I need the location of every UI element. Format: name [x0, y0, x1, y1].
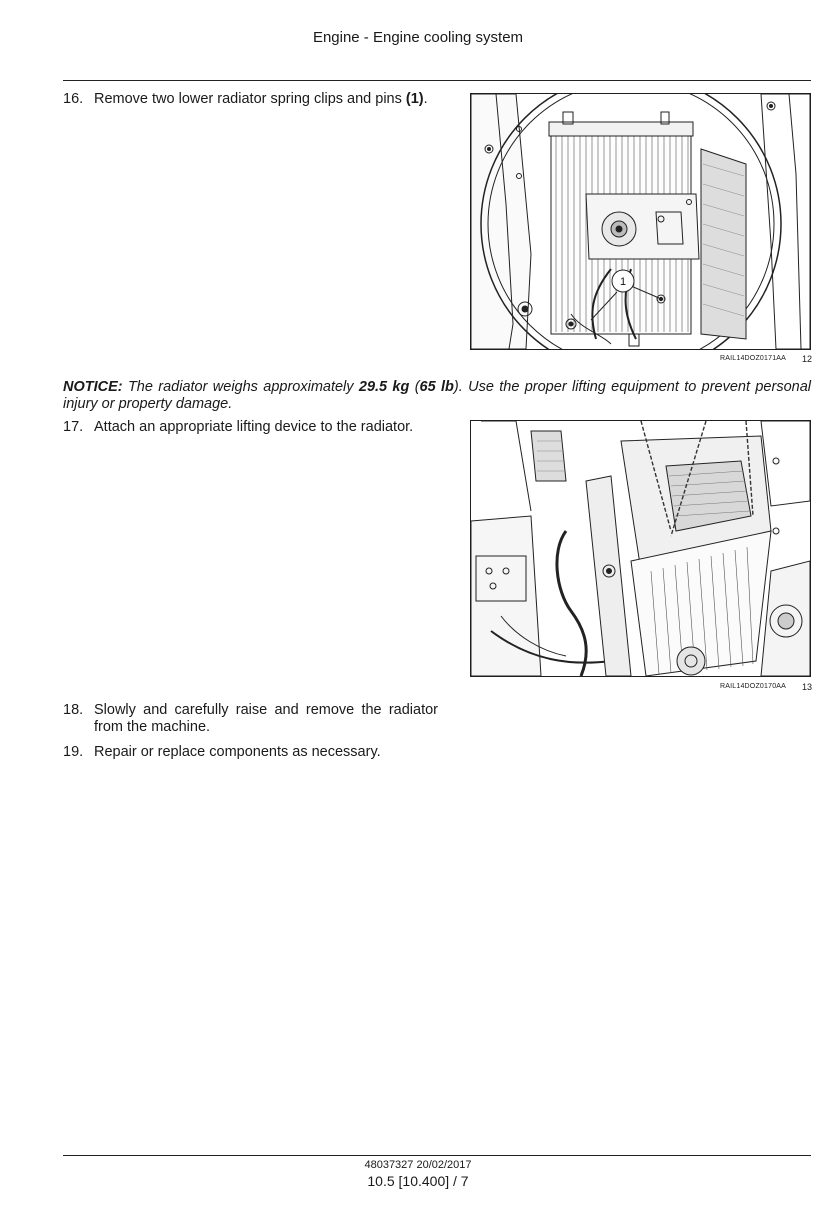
page-header-title: Engine - Engine cooling system: [312, 29, 524, 46]
figure-13-caption: RAIL14DOZ0170AA: [720, 683, 787, 690]
figure-12-number: 12: [802, 354, 813, 364]
figure-13-number: 13: [802, 682, 813, 692]
footer-rule: [63, 1155, 811, 1156]
step-18: [63, 702, 438, 736]
weight-lb: 65 lb: [419, 379, 454, 395]
step-text: Repair or replace components as necessary.: [94, 744, 381, 760]
figure-12-radiator-clips: [470, 93, 811, 350]
footer-document-reference: 48037327 20/02/2017: [364, 1159, 472, 1171]
step-text: Attach an appropriate lifting device to the radiator.: [94, 419, 414, 435]
header-rule: [63, 80, 811, 81]
figure-12-caption: RAIL14DOZ0171AA: [720, 355, 787, 362]
step-number: 19.: [63, 744, 84, 760]
callout-reference: (1): [405, 91, 424, 107]
radiator-lower-clips-illustration: [471, 94, 810, 349]
notice-block: NOTICE: The radiator weighs approximately 29.5 kg (65 lb). Use the proper lifting equipment to prevent personal injury or property damage.: [63, 379, 811, 412]
step-number: 18.: [63, 702, 84, 718]
step-17: [63, 419, 438, 436]
step-text: Slowly and carefully raise and remove the radiator from the machine.: [94, 702, 438, 735]
step-19: [63, 744, 438, 761]
callout-1-label: 1: [619, 276, 627, 288]
step-text: Remove two lower radiator spring clips and pins (1).: [94, 91, 428, 107]
figure-13-radiator-lifting: [470, 420, 811, 677]
step-16: [63, 91, 438, 108]
notice-label: NOTICE:: [63, 379, 123, 395]
step-number: 17.: [63, 419, 84, 435]
radiator-lifting-illustration: [471, 421, 810, 676]
footer-page-number: 10.5 [10.400] / 7: [367, 1173, 469, 1189]
step-number: 16.: [63, 91, 84, 107]
weight-kg: 29.5 kg: [358, 379, 410, 395]
